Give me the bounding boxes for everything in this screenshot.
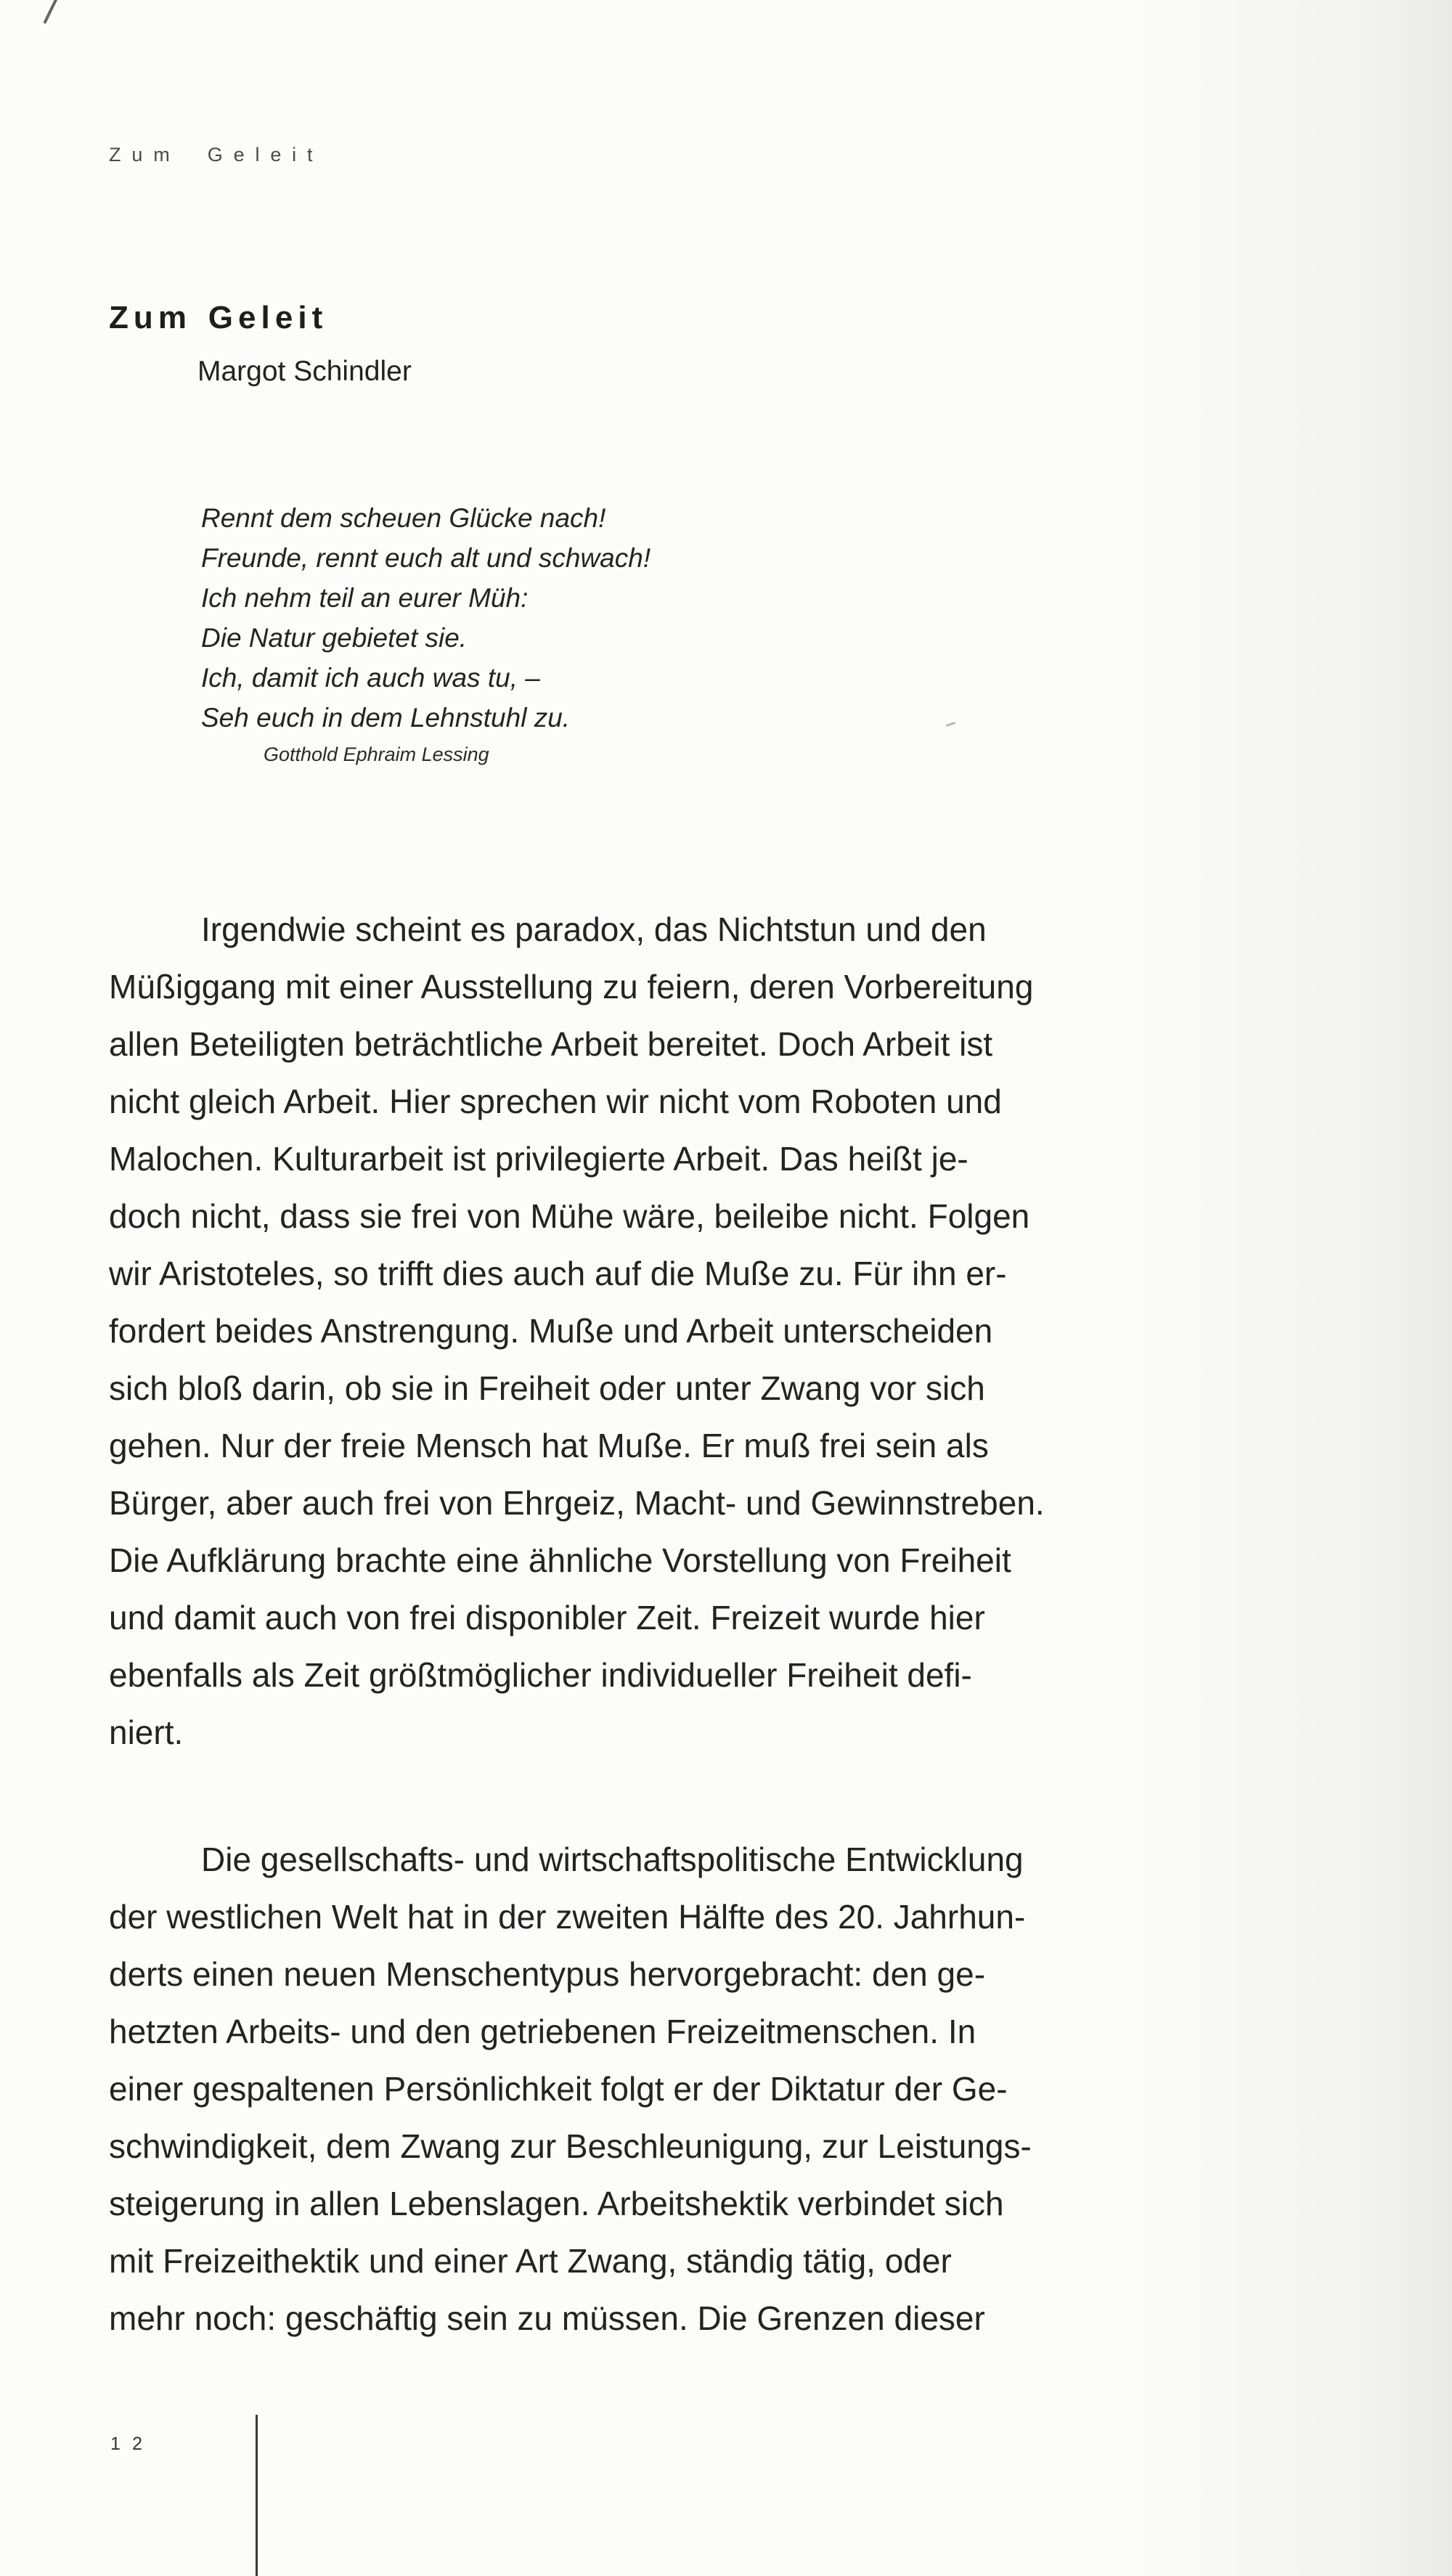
text-line: mit Freizeithektik und einer Art Zwang, ständig tätig, oder [109, 2242, 952, 2280]
body-paragraph-1 [109, 901, 1169, 1761]
chapter-author: Margot Schindler [197, 356, 412, 387]
text-line: niert. [109, 1713, 184, 1751]
text-line: derts einen neuen Menschentypus hervorgebracht: den ge- [109, 1955, 986, 1993]
gutter-rule [256, 2415, 258, 2576]
text-line: schwindigkeit, dem Zwang zur Beschleunigung, zur Leistungs- [109, 2127, 1032, 2165]
text-line: Bürger, aber auch frei von Ehrgeiz, Macht- und Gewinnstreben. [109, 1484, 1045, 1522]
text-line: sich bloß darin, ob sie in Freiheit oder unter Zwang vor sich [109, 1369, 985, 1407]
text-line: steigerung in allen Lebenslagen. Arbeitshektik verbindet sich [109, 2185, 1004, 2222]
poem-block [201, 498, 650, 738]
text-line: mehr noch: geschäftig sein zu müssen. Die Grenzen dieser [109, 2299, 985, 2337]
text-line: der westlichen Welt hat in der zweiten Hälfte des 20. Jahrhun- [109, 1898, 1026, 1936]
text-line: doch nicht, dass sie frei von Mühe wäre, beileibe nicht. Folgen [109, 1197, 1030, 1235]
chapter-title: Zum Geleit [109, 300, 328, 335]
scan-artifact-tick [946, 722, 955, 727]
scan-artifact-corner [43, 0, 58, 24]
text-line: und damit auch von frei disponibler Zeit. Freizeit wurde hier [109, 1599, 985, 1637]
body-paragraph-2 [109, 1831, 1169, 2347]
poem-line: Ich nehm teil an eurer Müh: [201, 583, 529, 613]
text-line: nicht gleich Arbeit. Hier sprechen wir nicht vom Roboten und [109, 1083, 1002, 1120]
text-line: gehen. Nur der freie Mensch hat Muße. Er muß frei sein als [109, 1427, 989, 1464]
poem-line: Die Natur gebietet sie. [201, 623, 468, 653]
text-line: einer gespaltenen Persönlichkeit folgt er der Diktatur der Ge- [109, 2070, 1008, 2108]
poem-line: Freunde, rennt euch alt und schwach! [201, 543, 651, 573]
poem-line: Ich, damit ich auch was tu, – [201, 663, 540, 693]
text-line: allen Beteiligten beträchtliche Arbeit bereitet. Doch Arbeit ist [109, 1025, 993, 1063]
text-line: wir Aristoteles, so trifft dies auch auf die Muße zu. Für ihn er- [109, 1255, 1007, 1292]
text-line: Malochen. Kulturarbeit ist privilegierte Arbeit. Das heißt je- [109, 1140, 968, 1178]
text-line: fordert beides Anstrengung. Muße und Arbeit unterscheiden [109, 1312, 993, 1350]
text-line: Müßiggang mit einer Ausstellung zu feiern, deren Vorbereitung [109, 968, 1034, 1006]
text-line: Irgendwie scheint es paradox, das Nichtstun und den [201, 910, 987, 948]
text-line: ebenfalls als Zeit größtmöglicher individueller Freiheit defi- [109, 1656, 972, 1694]
poem-attribution: Gotthold Ephraim Lessing [264, 743, 489, 765]
text-line: hetzten Arbeits- und den getriebenen Freizeitmenschen. In [109, 2013, 976, 2050]
poem-line: Rennt dem scheuen Glücke nach! [201, 503, 606, 533]
page-number: 12 [110, 2434, 155, 2454]
text-line: Die gesellschafts- und wirtschaftspolitische Entwicklung [201, 1841, 1024, 1878]
poem-line: Seh euch in dem Lehnstuhl zu. [201, 703, 571, 733]
text-line: Die Aufklärung brachte eine ähnliche Vorstellung von Freiheit [109, 1541, 1011, 1579]
running-head: Zum Geleit [109, 144, 324, 166]
